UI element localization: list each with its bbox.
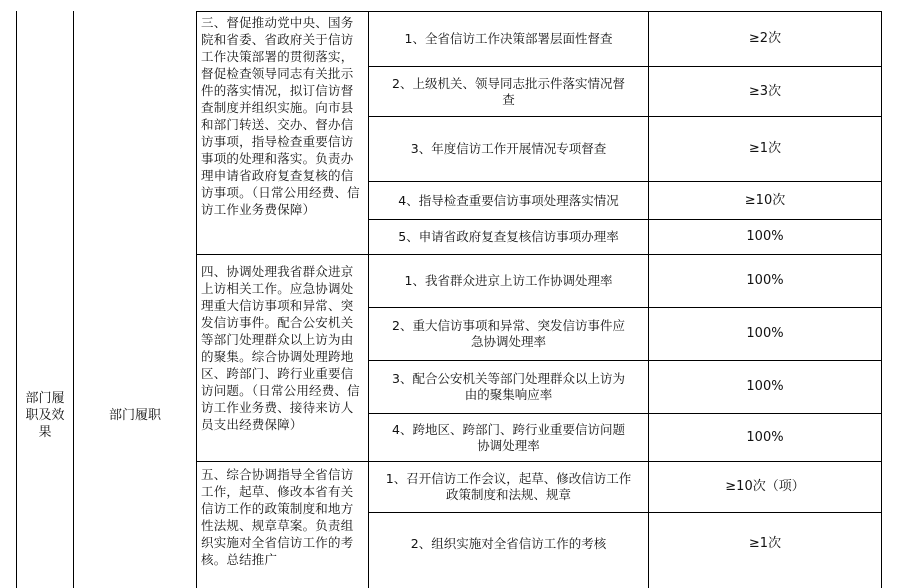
indicator-cell: 5、申请省政府复查复核信访事项办理率 bbox=[398, 229, 619, 244]
subcategory-cell: 部门履职 bbox=[108, 407, 161, 423]
value-cell: 100% bbox=[746, 273, 784, 288]
value-cell: ≥3次 bbox=[748, 83, 782, 99]
group-description: 四、协调处理我省群众进京上访相关工作。应急协调处理重大信访事项和异常、突发信访事件。配合公安机关等部门处理群众以上访为由的聚集。综合协调处理跨地区、跨部门、跨行业重要信访问题。（日常公用经费、信访工作业务费、接待来访人员支出经费保障） bbox=[201, 264, 360, 432]
value-cell: ≥10次（项） bbox=[725, 479, 805, 494]
indicator-cell: 3、年度信访工作开展情况专项督查 bbox=[410, 141, 607, 156]
indicator-cell: 1、我省群众进京上访工作协调处理率 bbox=[404, 273, 613, 288]
category-cell: 部门履职及效果 bbox=[25, 390, 65, 440]
value-cell: ≥1次 bbox=[748, 141, 782, 156]
value-cell: ≥10次 bbox=[744, 192, 786, 208]
indicator-cell: 2、组织实施对全省信访工作的考核 bbox=[410, 536, 607, 551]
indicator-cell: 1、召开信访工作会议，起草、修改信访工作政策制度和法规、规章 bbox=[385, 471, 632, 502]
indicator-cell: 4、跨地区、跨部门、跨行业重要信访问题协调处理率 bbox=[392, 421, 625, 453]
group-description: 五、综合协调指导全省信访工作，起草、修改本省有关信访工作的政策制度和地方性法规、规章草案。负责组织实施对全省信访工作的考核。总结推广 bbox=[201, 467, 354, 567]
indicator-cell: 4、指导检查重要信访事项处理落实情况 bbox=[398, 192, 619, 208]
indicator-cell: 3、配合公安机关等部门处理群众以上访为由的聚集响应率 bbox=[392, 371, 625, 402]
value-cell: 100% bbox=[746, 326, 784, 341]
value-cell: 100% bbox=[746, 429, 784, 445]
indicator-cell: 2、上级机关、领导同志批示件落实情况督查 bbox=[392, 75, 625, 107]
value-cell: 100% bbox=[746, 229, 784, 244]
value-cell: ≥1次 bbox=[748, 536, 782, 551]
value-cell: ≥2次 bbox=[748, 31, 782, 46]
indicator-cell: 2、重大信访事项和异常、突发信访事件应急协调处理率 bbox=[392, 318, 625, 349]
indicator-cell: 1、全省信访工作决策部署层面性督查 bbox=[404, 31, 613, 46]
value-cell: 100% bbox=[746, 379, 784, 394]
group-description: 三、督促推动党中央、国务院和省委、省政府关于信访工作决策部署的贯彻落实，督促检查领导同志有关批示件的落实情况，拟订信访督查制度并组织实施。向市县和部门转送、交办、督办信访事项，指导检查重要信访事项的处理和落实。负责办理申请省政府复查复核的信访事项。（日常公用经费、信访工作业务费保障） bbox=[201, 15, 360, 217]
